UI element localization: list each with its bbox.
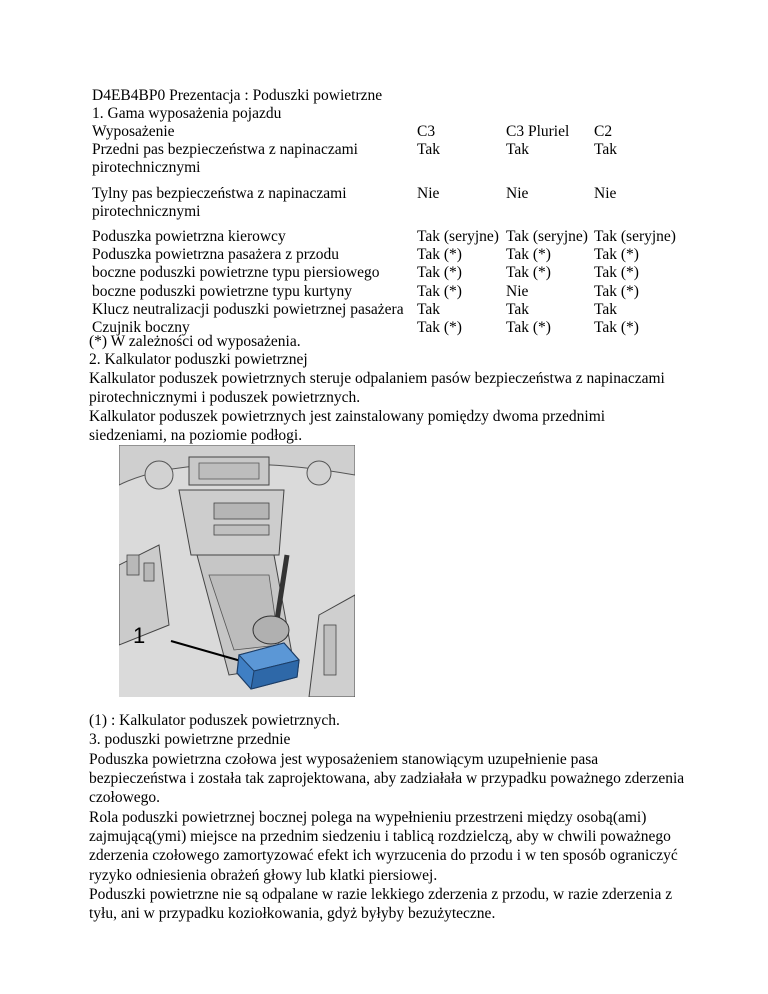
table-cell: Tak (*) <box>594 264 639 282</box>
header-c3-pluriel: C3 Pluriel <box>506 123 570 140</box>
section3-paragraph-2: Rola poduszki powietrznej bocznej polega na wypełnieniu przestrzeni między osobą(ami) zajmującą(ymi) miejsce na przednim siedzeniu i tablicą rozdzielczą, aby w chwili poważnego zderzenia czołowego zamortyzować efekt ich wyrzucenia do przodu i w ten sposób ograniczyć ryzyko odniesienia obrażeń głowy lub klatki piersiowej. <box>89 809 678 884</box>
table-cell: Tak <box>506 141 530 159</box>
section2-paragraph-2: Kalkulator poduszek powietrznych jest zainstalowany pomiędzy dwoma przednimi siedzeniami, na poziomie podłogi. <box>89 408 606 445</box>
table-row <box>92 228 684 246</box>
table-cell: Tak <box>417 141 441 159</box>
table-cell: Tak (seryjne) <box>594 228 676 246</box>
header-c2: C2 <box>594 123 613 140</box>
table-cell: Tak (*) <box>594 246 639 264</box>
car-interior-drawing <box>119 445 355 697</box>
doc-title: D4EB4BP0 Prezentacja : Poduszki powietrzne <box>92 87 383 104</box>
table-row <box>92 246 684 264</box>
table-cell: Tak (*) <box>506 264 551 282</box>
row-label-line: Tylny pas bezpieczeństwa z napinaczami <box>92 184 347 202</box>
table-cell: Tak (seryjne) <box>417 228 499 246</box>
table-cell: Tak <box>417 300 441 318</box>
table-cell: Tak (*) <box>417 264 462 282</box>
table-cell: Tak (*) <box>506 319 551 337</box>
section3-paragraph-1: Poduszka powietrzna czołowa jest wyposażeniem stanowiącym uzupełnienie pasa bezpieczeństwa i została tak zaprojektowana, aby zadziałała w przypadku poważnego zderzenia czołowego. <box>89 751 685 807</box>
table-cell: Tak (*) <box>594 282 639 300</box>
table-cell: Tak (seryjne) <box>506 228 588 246</box>
figure-caption: (1) : Kalkulator poduszek powietrznych. <box>89 712 340 729</box>
table-cell: Poduszka powietrzna pasażera z przodu <box>92 246 340 264</box>
table-cell: Nie <box>506 282 529 300</box>
table-row <box>92 185 684 221</box>
table-cell: boczne poduszki powietrzne typu kurtyny <box>92 282 352 300</box>
footnote: (*) W zależności od wyposażenia. <box>89 333 301 350</box>
section3-heading: 3. poduszki powietrzne przednie <box>89 731 291 748</box>
table-row <box>92 301 684 319</box>
table-cell: boczne poduszki powietrzne typu piersiowego <box>92 264 380 282</box>
row-label-line: pirotechnicznymi <box>92 159 201 177</box>
table-cell: Nie <box>506 184 529 202</box>
table-cell: Czujnik boczny <box>92 319 190 337</box>
table-cell: Tak (*) <box>417 282 462 300</box>
header-c3: C3 <box>417 123 436 140</box>
row-label-line: pirotechnicznymi <box>92 202 201 220</box>
table-cell: Tak <box>594 300 618 318</box>
ecu-location-figure <box>119 445 355 697</box>
table-cell: Tak <box>594 141 618 159</box>
table-header-row <box>92 123 684 141</box>
table-cell: Tak (*) <box>594 319 639 337</box>
figure-callout-number: 1 <box>133 623 146 648</box>
table-cell: Nie <box>417 184 440 202</box>
equipment-table <box>92 123 684 337</box>
table-row <box>92 264 684 282</box>
table-cell: Tak (*) <box>417 319 462 337</box>
table-row <box>92 141 684 177</box>
table-cell: Klucz neutralizacji poduszki powietrznej pasażera <box>92 300 404 318</box>
section3-paragraph-3: Poduszki powietrzne nie są odpalane w razie lekkiego zderzenia z przodu, w razie zderzenia z tyłu, ani w przypadku koziołkowania, gdyż byłyby bezużyteczne. <box>89 886 673 923</box>
table-cell: Poduszka powietrzna kierowcy <box>92 228 286 246</box>
row-label-line: Przedni pas bezpieczeństwa z napinaczami <box>92 141 358 159</box>
section2-paragraph-1: Kalkulator poduszek powietrznych steruje odpalaniem pasów bezpieczeństwa z napinaczami pirotechnicznymi i poduszek powietrznych. <box>89 370 665 407</box>
section1-heading: 1. Gama wyposażenia pojazdu <box>92 105 282 122</box>
table-cell: Tak (*) <box>506 246 551 264</box>
section2-heading: 2. Kalkulator poduszki powietrznej <box>89 351 308 368</box>
table-cell: Nie <box>594 184 617 202</box>
header-equipment: Wyposażenie <box>92 123 175 140</box>
table-row <box>92 283 684 301</box>
table-cell: Tak (*) <box>417 246 462 264</box>
table-cell: Tak <box>506 300 530 318</box>
